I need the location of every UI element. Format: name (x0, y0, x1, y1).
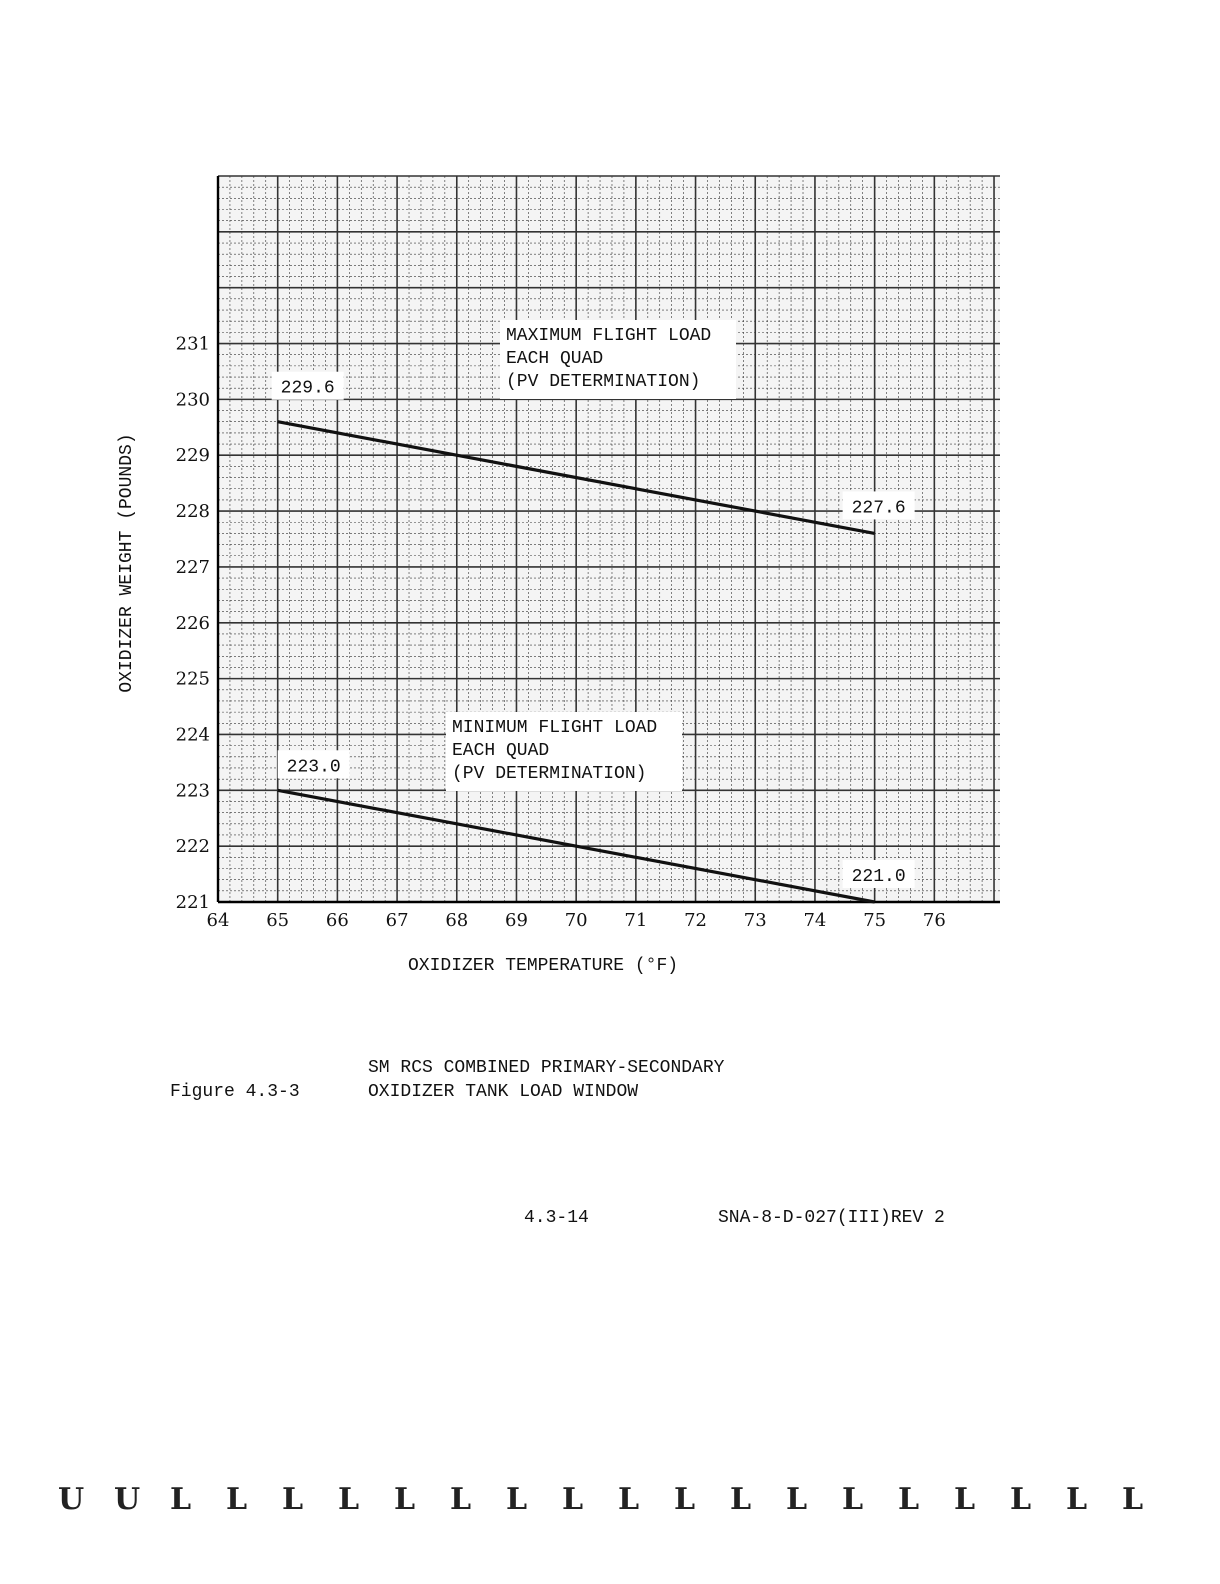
data-label-text: 223.0 (286, 757, 341, 778)
edge-mark: L (1122, 1482, 1144, 1517)
data-label (843, 860, 915, 888)
edge-mark: L (394, 1482, 416, 1517)
label-line: (PV DETERMINATION) (452, 764, 647, 784)
edge-mark: L (282, 1482, 304, 1517)
y-tick-label: 225 (175, 668, 210, 690)
plot-area (218, 176, 1000, 902)
edge-mark: L (450, 1482, 472, 1517)
y-tick-label: 223 (175, 780, 210, 802)
x-tick-label: 75 (863, 910, 887, 931)
y-tick-label: 221 (175, 892, 210, 913)
x-tick-label: 68 (445, 910, 469, 931)
edge-mark: L (674, 1482, 696, 1517)
label-line: EACH QUAD (452, 741, 550, 761)
label-line: (PV DETERMINATION) (506, 372, 701, 392)
data-label (278, 750, 350, 778)
edge-mark: L (954, 1482, 976, 1517)
x-tick-label: 64 (206, 910, 230, 931)
figure-title-line-1: SM RCS COMBINED PRIMARY-SECONDARY (368, 1058, 725, 1078)
x-tick-label: 74 (803, 910, 827, 931)
edge-mark: U (114, 1482, 141, 1517)
y-tick-label: 229 (175, 445, 210, 467)
y-tick-label: 228 (175, 501, 210, 523)
document-id: SNA-8-D-027(III)REV 2 (718, 1208, 945, 1228)
label-line: MINIMUM FLIGHT LOAD (452, 718, 658, 738)
x-axis-title: OXIDIZER TEMPERATURE (°F) (408, 956, 679, 976)
figure-title-line-2: OXIDIZER TANK LOAD WINDOW (368, 1082, 639, 1102)
series-label-max (500, 320, 736, 399)
figure-label: Figure 4.3-3 (170, 1082, 300, 1102)
x-tick-label: 69 (505, 910, 528, 931)
x-tick-label: 73 (743, 910, 767, 931)
x-tick-label: 67 (385, 910, 409, 931)
edge-mark: L (898, 1482, 920, 1517)
data-label-text: 227.6 (851, 498, 906, 519)
edge-mark: L (786, 1482, 808, 1517)
data-label (843, 491, 915, 519)
series-label-min (446, 712, 682, 791)
x-tick-label: 65 (266, 910, 290, 931)
edge-mark: L (226, 1482, 248, 1517)
edge-mark: L (506, 1482, 528, 1517)
x-tick-label: 66 (325, 910, 349, 931)
x-tick-label: 71 (624, 910, 648, 931)
label-line: MAXIMUM FLIGHT LOAD (506, 326, 712, 346)
y-tick-label: 231 (175, 333, 210, 355)
label-line: EACH QUAD (506, 349, 604, 369)
x-tick-label: 72 (684, 910, 708, 931)
data-label (272, 372, 344, 400)
y-axis-title: OXIDIZER WEIGHT (POUNDS) (117, 433, 137, 693)
edge-mark: L (1066, 1482, 1088, 1517)
x-tick-label: 70 (564, 910, 588, 931)
data-label-text: 229.6 (280, 378, 335, 399)
edge-mark: L (618, 1482, 640, 1517)
data-label-text: 221.0 (851, 867, 906, 887)
x-tick-label: 76 (922, 910, 946, 931)
edge-mark: L (730, 1482, 752, 1517)
edge-mark: L (842, 1482, 864, 1517)
page-number: 4.3-14 (524, 1208, 589, 1228)
y-tick-label: 222 (175, 836, 210, 858)
edge-mark: L (338, 1482, 360, 1517)
edge-mark: L (170, 1482, 192, 1517)
edge-mark: L (562, 1482, 584, 1517)
y-tick-label: 226 (175, 612, 210, 634)
y-tick-label: 224 (175, 724, 210, 746)
edge-mark: U (58, 1482, 85, 1517)
y-tick-label: 227 (175, 556, 210, 578)
y-tick-label: 230 (175, 389, 210, 411)
edge-mark: L (1010, 1482, 1032, 1517)
